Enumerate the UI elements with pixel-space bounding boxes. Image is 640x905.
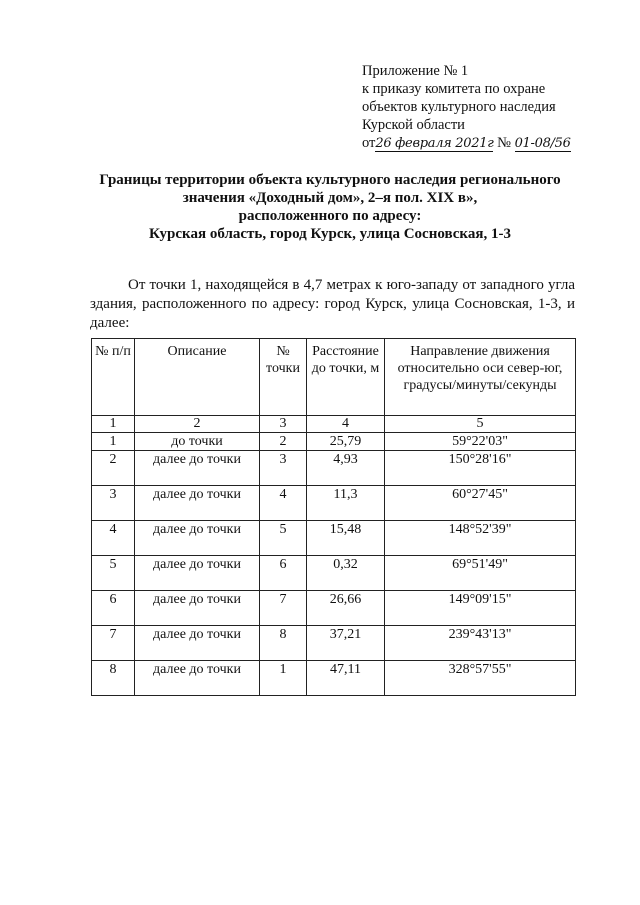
appendix-header [362, 62, 571, 152]
header-distance: Расстояние до точки, м [307, 339, 385, 416]
description-cell: далее до точки [135, 661, 260, 696]
table-row [92, 661, 576, 696]
boundary-points-table [91, 338, 576, 696]
point-number-cell: 3 [260, 451, 307, 486]
distance-cell: 11,3 [307, 486, 385, 521]
row-number-cell: 2 [92, 451, 135, 486]
header-description: Описание [135, 339, 260, 416]
table-row [92, 486, 576, 521]
distance-cell: 4,93 [307, 451, 385, 486]
distance-cell: 25,79 [307, 433, 385, 451]
intro-paragraph: От точки 1, находящейся в 4,7 метрах к юго-западу от западного угла здания, расположенного по адресу: город Курск, улица Сосновская, 1-3, и далее: [90, 277, 575, 331]
table-row [92, 626, 576, 661]
title-line-1: Границы территории объекта культурного наследия регионального [99, 172, 561, 188]
header-row-number: № п/п [92, 339, 135, 416]
direction-cell: 59°22'03" [385, 433, 576, 451]
row-number-cell: 8 [92, 661, 135, 696]
point-number-cell: 1 [260, 661, 307, 696]
direction-cell: 328°57'55" [385, 661, 576, 696]
column-number: 4 [307, 416, 385, 433]
distance-cell: 47,11 [307, 661, 385, 696]
appendix-region-line: Курской области [362, 117, 465, 133]
date-prefix: от [362, 135, 376, 151]
distance-cell: 26,66 [307, 591, 385, 626]
description-cell: далее до точки [135, 521, 260, 556]
direction-cell: 150°28'16" [385, 451, 576, 486]
point-number-cell: 8 [260, 626, 307, 661]
direction-cell: 149°09'15" [385, 591, 576, 626]
row-number-cell: 5 [92, 556, 135, 591]
appendix-order-line: к приказу комитета по охране [362, 81, 546, 97]
distance-cell: 0,32 [307, 556, 385, 591]
direction-cell: 69°51'49" [385, 556, 576, 591]
column-number: 1 [92, 416, 135, 433]
table-header-row [92, 339, 576, 416]
row-number-cell: 6 [92, 591, 135, 626]
description-cell: далее до точки [135, 591, 260, 626]
table-row [92, 521, 576, 556]
description-cell: далее до точки [135, 626, 260, 661]
number-sign: № [497, 135, 511, 151]
point-number-cell: 6 [260, 556, 307, 591]
direction-cell: 60°27'45" [385, 486, 576, 521]
appendix-title: Приложение № 1 [362, 63, 469, 79]
column-numbering-row [92, 416, 576, 433]
row-number-cell: 3 [92, 486, 135, 521]
document-title [60, 171, 600, 243]
title-line-3: расположенного по адресу: [238, 208, 422, 224]
point-number-cell: 4 [260, 486, 307, 521]
column-number: 5 [385, 416, 576, 433]
table-row [92, 556, 576, 591]
description-cell: до точки [135, 433, 260, 451]
column-number: 3 [260, 416, 307, 433]
direction-cell: 239°43'13" [385, 626, 576, 661]
title-line-2: значения «Доходный дом», 2–я пол. XIX в», [182, 190, 478, 206]
handwritten-order-number: 01-08/56 [514, 136, 571, 151]
table-row [92, 591, 576, 626]
description-cell: далее до точки [135, 556, 260, 591]
direction-cell: 148°52'39" [385, 521, 576, 556]
handwritten-date: 26 февраля 2021г [375, 136, 494, 151]
appendix-date-line [362, 134, 571, 152]
point-number-cell: 5 [260, 521, 307, 556]
point-number-cell: 7 [260, 591, 307, 626]
header-direction: Направление движения относительно оси север-юг, градусы/минуты/секунды [385, 339, 576, 416]
header-point-number: № точки [260, 339, 307, 416]
row-number-cell: 4 [92, 521, 135, 556]
description-cell: далее до точки [135, 451, 260, 486]
description-cell: далее до точки [135, 486, 260, 521]
distance-cell: 15,48 [307, 521, 385, 556]
title-line-4: Курская область, город Курск, улица Сосновская, 1-3 [149, 226, 511, 242]
table-row [92, 433, 576, 451]
appendix-committee-line: объектов культурного наследия [362, 99, 556, 115]
point-number-cell: 2 [260, 433, 307, 451]
column-number: 2 [135, 416, 260, 433]
row-number-cell: 1 [92, 433, 135, 451]
row-number-cell: 7 [92, 626, 135, 661]
table-row [92, 451, 576, 486]
distance-cell: 37,21 [307, 626, 385, 661]
